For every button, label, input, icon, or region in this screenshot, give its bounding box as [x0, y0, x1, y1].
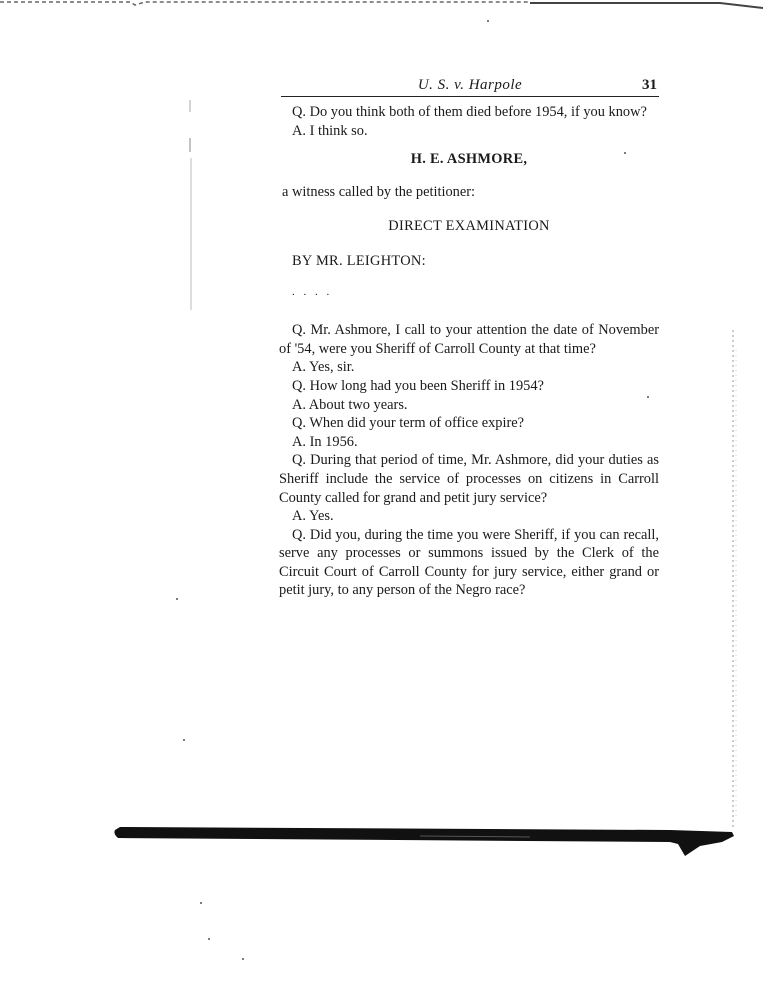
- qa-question: Q. During that period of time, Mr. Ashmore, did your duties as Sheriff include the service of processes on citizens in Carroll County called for grand and petit jury service?: [279, 452, 659, 506]
- scan-speck: [200, 902, 202, 904]
- qa-question: Q. Did you, during the time you were Sheriff, if you can recall, serve any processes or summons issued by the Clerk of the Circuit Court of Carroll County for jury service, either grand or petit jury, to any person of the Negro race?: [279, 526, 659, 599]
- running-head: [281, 76, 659, 97]
- running-title: U. S. v. Harpole: [417, 77, 523, 93]
- omission-ellipsis: . . . .: [292, 285, 333, 298]
- testimony: [279, 321, 659, 600]
- qa-question: Q. Do you think both of them died before 1954, if you know?: [292, 104, 647, 120]
- scan-speck: [176, 598, 178, 600]
- qa-answer: A. Yes.: [292, 508, 334, 525]
- scan-right-edge: [722, 330, 742, 840]
- scan-top-edge: [0, 0, 763, 10]
- qa-answer: A. In 1956.: [292, 433, 358, 450]
- scan-bottom-bar: [110, 818, 740, 864]
- scan-speck: [242, 958, 244, 960]
- page-body: [279, 103, 659, 600]
- qa-question: Q. How long had you been Sheriff in 1954?: [292, 377, 544, 394]
- examiner-line: BY MR. LEIGHTON:: [292, 252, 426, 269]
- scan-speck: [487, 20, 489, 22]
- page-number: 31: [642, 77, 657, 93]
- examination-title: DIRECT EXAMINATION: [388, 218, 550, 235]
- qa-question: Q. When did your term of office expire?: [292, 415, 525, 432]
- scan-left-marks: [186, 100, 196, 320]
- witness-name: H. E. ASHMORE,: [410, 151, 528, 168]
- scan-speck: [183, 739, 185, 741]
- scan-speck: [208, 938, 210, 940]
- qa-answer: A. I think so.: [292, 122, 368, 139]
- qa-question: Q. Mr. Ashmore, I call to your attention the date of November of '54, were you Sheriff of Carroll County at that time?: [279, 322, 659, 357]
- qa-answer: A. Yes, sir.: [292, 359, 355, 376]
- qa-answer: A. About two years.: [292, 396, 408, 413]
- witness-description: a witness called by the petitioner:: [282, 183, 476, 200]
